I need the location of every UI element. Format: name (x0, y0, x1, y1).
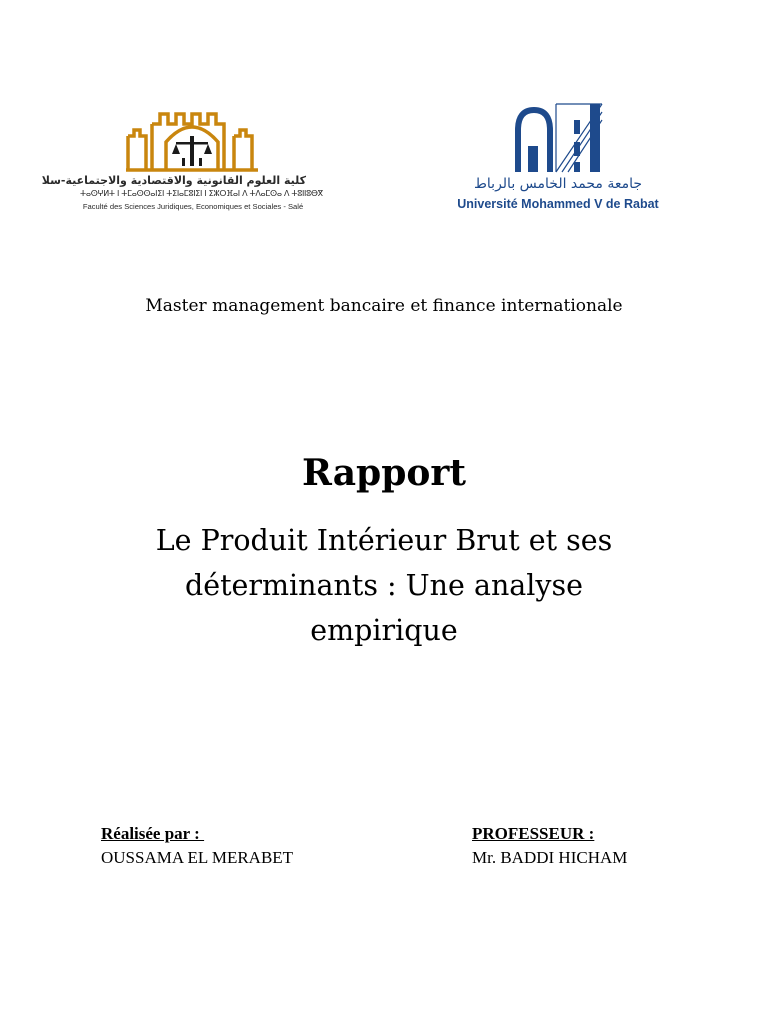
faculty-name-french: Faculté des Sciences Juridiques, Economiques et Sociales - Salé (82, 202, 304, 211)
author-heading: Réalisée par : (101, 824, 205, 843)
faculty-building-emblem (124, 86, 260, 172)
university-emblem (506, 100, 608, 174)
faculty-name-arabic: كلية العلوم القانونية والاقتصادية والاجتماعية-سلا (41, 174, 306, 187)
professor-block (472, 822, 627, 870)
university-name-french: Université Mohammed V de Rabat (457, 197, 659, 211)
faculty-logo (41, 82, 323, 218)
author-name: OUSSAMA EL MERABET (101, 848, 294, 867)
professor-heading: PROFESSEUR : (472, 824, 595, 843)
professor-name: Mr. BADDI HICHAM (472, 848, 628, 867)
university-name-arabic: جامعة محمد الخامس بالرباط (473, 176, 643, 192)
faculty-name-tifinagh: ⵜⴰⵙⵖⵍⵜ ⵏ ⵜⵎⴰⵙⵙⴰⵏⵉⵏ ⵜⵉⵏⴰⵎⵓⵏⵉⵏ ⵏ ⵉⵣⵔⴼⴰⵏ ⴷ ⵜⴷⴰⵎⵙⴰ ⴷ ⵜⵓⵏⵏⵓⴱⴳ (80, 189, 323, 198)
document-subtitle: Le Produit Intérieur Brut et ses déterminants : Une analyse empirique (155, 524, 613, 647)
university-logo (446, 100, 678, 218)
author-block (101, 822, 293, 870)
master-program: Master management bancaire et finance internationale (145, 296, 623, 316)
document-title: Rapport (301, 452, 467, 494)
